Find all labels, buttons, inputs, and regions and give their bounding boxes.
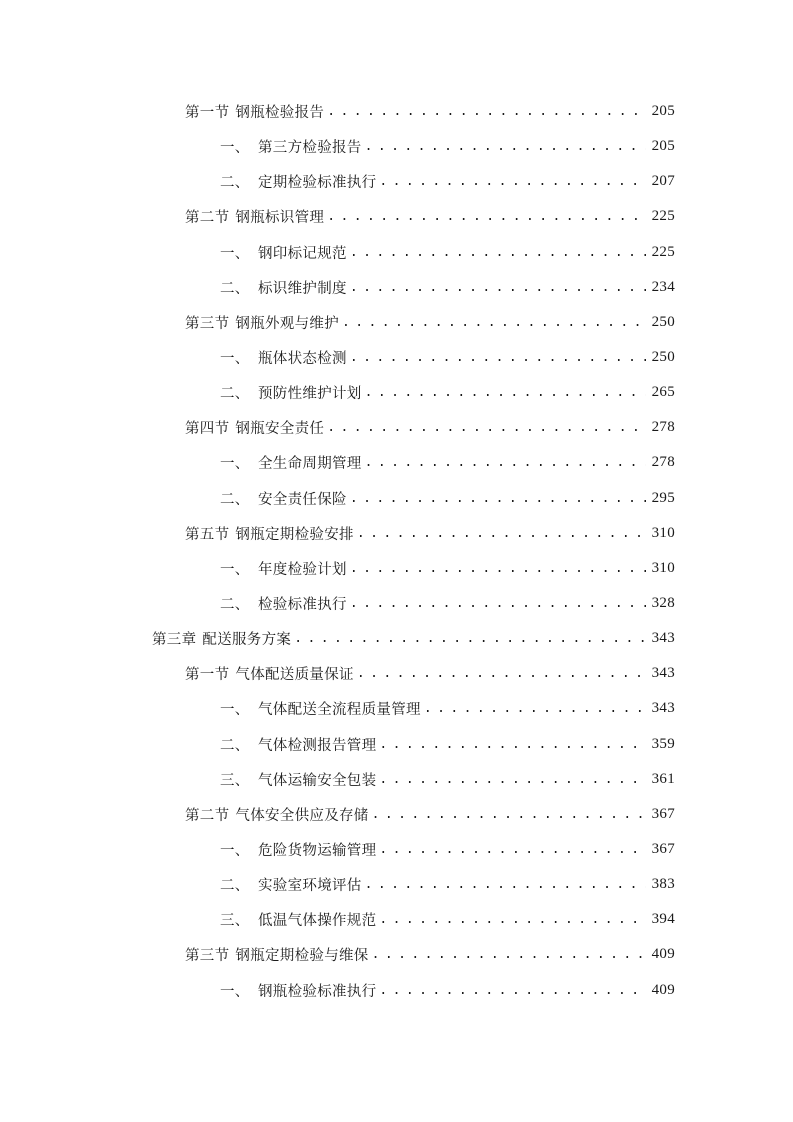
toc-entry-title: 钢瓶检验报告 [235,105,325,122]
toc-entry-title: 钢瓶定期检验与维保 [235,948,369,965]
toc-entry-page: 310 [651,524,675,541]
toc-entry[interactable] [0,340,793,375]
toc-entry[interactable] [0,727,793,762]
toc-entry-number: 三、 [220,772,250,789]
toc-entry-page: 205 [651,103,675,120]
dot-leader [350,280,646,295]
toc-entry[interactable] [0,94,793,129]
toc-entry[interactable] [0,305,793,340]
toc-entry-number: 二、 [220,280,250,297]
toc-entry-page: 250 [651,313,675,330]
toc-entry[interactable] [0,481,793,516]
toc-entry-title: 气体配送质量保证 [235,667,354,684]
toc-entry-title: 全生命周期管理 [258,456,362,473]
toc-entry-page: 250 [651,349,675,366]
toc-entry-number: 三、 [220,913,250,930]
dot-leader [327,209,645,224]
toc-entry-number: 一、 [220,561,250,578]
dot-leader [350,561,646,576]
toc-entry-page: 367 [651,841,675,858]
toc-entry-number: 二、 [220,175,250,192]
toc-entry-number: 第三节 [185,315,230,332]
dot-leader [365,455,646,470]
toc-entry-page: 367 [651,805,675,822]
toc-entry-number: 第二节 [185,807,230,824]
toc-entry[interactable] [0,551,793,586]
toc-entry[interactable] [0,375,793,410]
toc-entry-page: 361 [651,770,675,787]
toc-entry[interactable] [0,973,793,1008]
toc-entry[interactable] [0,586,793,621]
dot-leader [379,983,645,998]
toc-entry-title: 年度检验计划 [258,561,347,578]
toc-entry-number: 二、 [220,491,250,508]
toc-entry[interactable] [0,129,793,164]
toc-entry[interactable] [0,235,793,270]
toc-entry-number: 第五节 [185,526,230,543]
toc-entry-title: 钢印标记规范 [258,245,347,262]
toc-entry-page: 359 [651,735,675,752]
toc-entry-title: 配送服务方案 [202,632,292,649]
toc-entry-page: 278 [651,419,675,436]
toc-entry-title: 钢瓶检验标准执行 [258,983,377,1000]
dot-leader [365,139,646,154]
dot-leader [357,526,646,541]
toc-entry-page: 225 [651,208,675,225]
toc-entry-title: 标识维护制度 [258,280,347,297]
table-of-contents [0,94,793,1008]
toc-entry[interactable] [0,164,793,199]
toc-entry-number: 一、 [220,702,250,719]
toc-entry-title: 瓶体状态检测 [258,351,347,368]
toc-entry-title: 低温气体操作规范 [258,913,377,930]
toc-entry[interactable] [0,797,793,832]
toc-entry-page: 328 [651,595,675,612]
dot-leader [372,947,646,962]
dot-leader [327,420,645,435]
toc-entry[interactable] [0,867,793,902]
toc-entry-page: 234 [651,278,675,295]
toc-entry-title: 钢瓶安全责任 [235,421,325,438]
toc-entry-number: 一、 [220,351,250,368]
toc-entry[interactable] [0,270,793,305]
toc-entry[interactable] [0,691,793,726]
toc-entry[interactable] [0,516,793,551]
toc-entry-page: 383 [651,876,675,893]
toc-entry-number: 二、 [220,737,250,754]
toc-entry-number: 第一节 [185,105,230,122]
toc-entry-page: 225 [651,243,675,260]
toc-entry-page: 409 [651,946,675,963]
toc-entry-number: 一、 [220,983,250,1000]
toc-entry-title: 第三方检验报告 [258,140,362,157]
toc-entry-page: 278 [651,454,675,471]
dot-leader [379,912,645,927]
toc-entry-page: 409 [651,981,675,998]
toc-entry-page: 343 [651,630,675,647]
toc-entry[interactable] [0,199,793,234]
toc-entry-title: 气体运输安全包装 [258,772,377,789]
dot-leader [350,596,646,611]
dot-leader [342,315,646,330]
toc-entry-number: 一、 [220,843,250,860]
toc-entry-number: 第四节 [185,421,230,438]
toc-entry-number: 第二节 [185,210,230,227]
dot-leader [424,701,646,716]
toc-entry-title: 钢瓶外观与维护 [235,315,340,332]
toc-entry-title: 气体安全供应及存储 [235,807,369,824]
dot-leader [365,877,646,892]
toc-entry-page: 310 [651,559,675,576]
toc-entry-page: 205 [651,138,675,155]
toc-entry-page: 394 [651,911,675,928]
toc-entry-number: 一、 [220,456,250,473]
toc-entry-title: 危险货物运输管理 [258,843,377,860]
toc-entry-page: 295 [651,489,675,506]
dot-leader [379,772,645,787]
toc-entry-title: 检验标准执行 [258,597,347,614]
toc-entry-title: 预防性维护计划 [258,386,362,403]
toc-entry[interactable] [0,410,793,445]
toc-entry-page: 343 [651,700,675,717]
toc-entry[interactable] [0,832,793,867]
dot-leader [350,245,646,260]
dot-leader [379,174,645,189]
toc-entry[interactable] [0,902,793,937]
dot-leader [379,842,645,857]
toc-entry-title: 定期检验标准执行 [258,175,377,192]
toc-entry-title: 钢瓶标识管理 [235,210,325,227]
toc-entry[interactable] [0,445,793,480]
toc-entry-page: 343 [651,665,675,682]
toc-entry[interactable] [0,656,793,691]
dot-leader [379,737,645,752]
toc-entry[interactable] [0,937,793,972]
toc-entry-title: 实验室环境评估 [258,878,362,895]
toc-entry[interactable] [0,621,793,656]
toc-entry-page: 207 [651,173,675,190]
toc-entry-number: 第一节 [185,667,230,684]
dot-leader [357,666,646,681]
toc-entry-title: 气体配送全流程质量管理 [258,702,421,719]
toc-entry-number: 一、 [220,140,250,157]
toc-entry-title: 安全责任保险 [258,491,347,508]
toc-entry-title: 气体检测报告管理 [258,737,377,754]
dot-leader [294,631,645,646]
toc-entry-number: 二、 [220,878,250,895]
dot-leader [365,385,646,400]
dot-leader [372,807,646,822]
toc-entry[interactable] [0,762,793,797]
dot-leader [350,350,646,365]
dot-leader [350,491,646,506]
toc-entry-title: 钢瓶定期检验安排 [235,526,354,543]
toc-entry-page: 265 [651,384,675,401]
toc-entry-number: 第三章 [152,632,197,649]
toc-entry-number: 二、 [220,597,250,614]
dot-leader [327,104,645,119]
toc-entry-number: 二、 [220,386,250,403]
toc-entry-number: 一、 [220,245,250,262]
toc-entry-number: 第三节 [185,948,230,965]
